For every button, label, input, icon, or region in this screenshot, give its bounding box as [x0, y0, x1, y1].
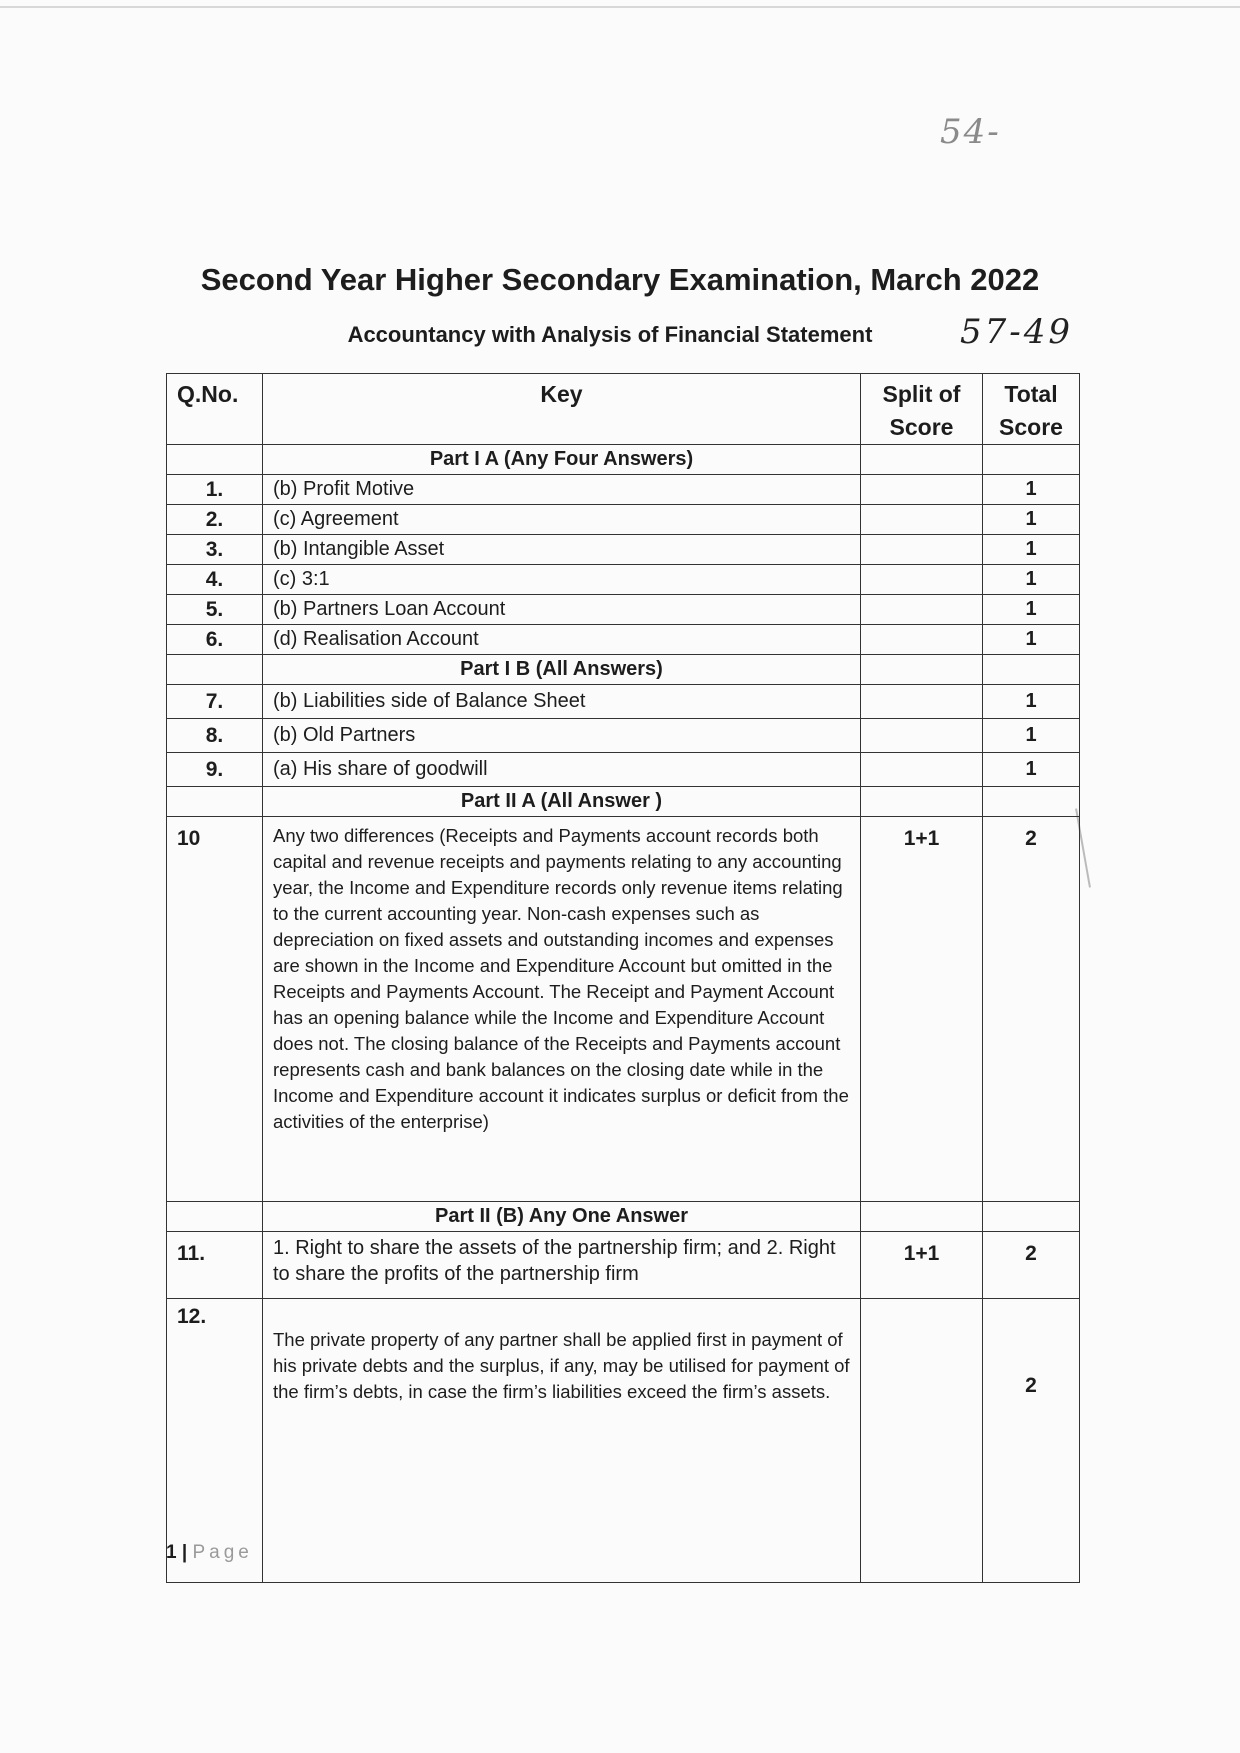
- question-number: 4.: [167, 565, 263, 595]
- question-number: 2.: [167, 505, 263, 535]
- split-score: [861, 595, 983, 625]
- answer-key-table: [166, 373, 1080, 1583]
- section-title: Part II A (All Answer ): [263, 787, 861, 817]
- page-top-border: [0, 6, 1240, 8]
- table-row: [167, 753, 1080, 787]
- section-title: Part I B (All Answers): [263, 655, 861, 685]
- total-score: 1: [983, 595, 1080, 625]
- table-row: [167, 475, 1080, 505]
- split-score: 1+1: [861, 1232, 983, 1299]
- table-row: [167, 719, 1080, 753]
- question-number: 12.: [167, 1299, 263, 1583]
- section-row: [167, 445, 1080, 475]
- answer-key: (b) Partners Loan Account: [263, 595, 861, 625]
- total-score: 1: [983, 535, 1080, 565]
- header-total: Total Score: [983, 374, 1080, 445]
- question-number: 1.: [167, 475, 263, 505]
- table-row: [167, 1232, 1080, 1299]
- total-score: 1: [983, 505, 1080, 535]
- handwritten-code: 57-49: [960, 312, 1074, 352]
- page-title: Second Year Higher Secondary Examination, March 2022: [200, 262, 1040, 297]
- page-subtitle: Accountancy with Analysis of Financial Statement: [347, 322, 873, 347]
- table-row: [167, 817, 1080, 1202]
- answer-key: (c) 3:1: [263, 565, 861, 595]
- header-key: Key: [263, 374, 861, 445]
- answer-key: The private property of any partner shall be applied first in payment of his private debts and the surplus, if any, may be utilised for payment of the firm’s debts, in case the firm’s liabilities exceed the firm’s assets.: [263, 1299, 861, 1583]
- table-row: [167, 1299, 1080, 1583]
- split-score: [861, 1299, 983, 1583]
- answer-key: (c) Agreement: [263, 505, 861, 535]
- total-score: 1: [983, 565, 1080, 595]
- answer-key: (a) His share of goodwill: [263, 753, 861, 787]
- split-score: [861, 753, 983, 787]
- question-number: 7.: [167, 685, 263, 719]
- split-score: [861, 565, 983, 595]
- split-score: [861, 505, 983, 535]
- question-number: 10: [167, 817, 263, 1202]
- table-row: [167, 505, 1080, 535]
- page-label: Page: [192, 1542, 253, 1563]
- split-score: [861, 535, 983, 565]
- split-score: [861, 685, 983, 719]
- question-number: 8.: [167, 719, 263, 753]
- page-footer: [166, 1542, 253, 1564]
- question-number: 5.: [167, 595, 263, 625]
- split-score: [861, 719, 983, 753]
- total-score: 2: [983, 1299, 1080, 1583]
- answer-key: (b) Profit Motive: [263, 475, 861, 505]
- section-row: [167, 1202, 1080, 1232]
- total-score: 1: [983, 753, 1080, 787]
- header-split: Split of Score: [861, 374, 983, 445]
- footer-separator: |: [181, 1542, 188, 1563]
- answer-key: (b) Liabilities side of Balance Sheet: [263, 685, 861, 719]
- total-score: 1: [983, 719, 1080, 753]
- question-number: 11.: [167, 1232, 263, 1299]
- page-number: 1: [166, 1542, 177, 1563]
- question-number: 3.: [167, 535, 263, 565]
- table-row: [167, 535, 1080, 565]
- split-score: 1+1: [861, 817, 983, 1202]
- total-score: 2: [983, 817, 1080, 1202]
- section-row: [167, 787, 1080, 817]
- section-row: [167, 655, 1080, 685]
- table-row: [167, 685, 1080, 719]
- split-score: [861, 475, 983, 505]
- section-title: Part II (B) Any One Answer: [263, 1202, 861, 1232]
- answer-key: (b) Old Partners: [263, 719, 861, 753]
- table-row: [167, 595, 1080, 625]
- handwritten-page-mark: 54-: [940, 112, 1001, 152]
- question-number: 9.: [167, 753, 263, 787]
- total-score: 2: [983, 1232, 1080, 1299]
- header-qno: Q.No.: [167, 374, 263, 445]
- answer-key: (d) Realisation Account: [263, 625, 861, 655]
- table-header-row: [167, 374, 1080, 445]
- answer-key: 1. Right to share the assets of the partnership firm; and 2. Right to share the profits of the partnership firm: [263, 1232, 861, 1299]
- answer-key: Any two differences (Receipts and Payments account records both capital and revenue receipts and payments relating to any accounting year, the Income and Expenditure records only revenue items relating to the current accounting year. Non-cash expenses such as depreciation on fixed assets and outstanding incomes and expenses are shown in the Income and Expenditure Account but omitted in the Receipts and Payments Account. The Receipt and Payment Account has an opening balance while the Income and Expenditure Account does not. The closing balance of the Receipts and Payments account represents cash and bank balances on the closing date while in the Income and Expenditure account it indicates surplus or deficit from the activities of the enterprise): [263, 817, 861, 1202]
- section-title: Part I A (Any Four Answers): [263, 445, 861, 475]
- total-score: 1: [983, 685, 1080, 719]
- table-row: [167, 625, 1080, 655]
- split-score: [861, 625, 983, 655]
- answer-key: (b) Intangible Asset: [263, 535, 861, 565]
- total-score: 1: [983, 625, 1080, 655]
- question-number: 6.: [167, 625, 263, 655]
- total-score: 1: [983, 475, 1080, 505]
- table-row: [167, 565, 1080, 595]
